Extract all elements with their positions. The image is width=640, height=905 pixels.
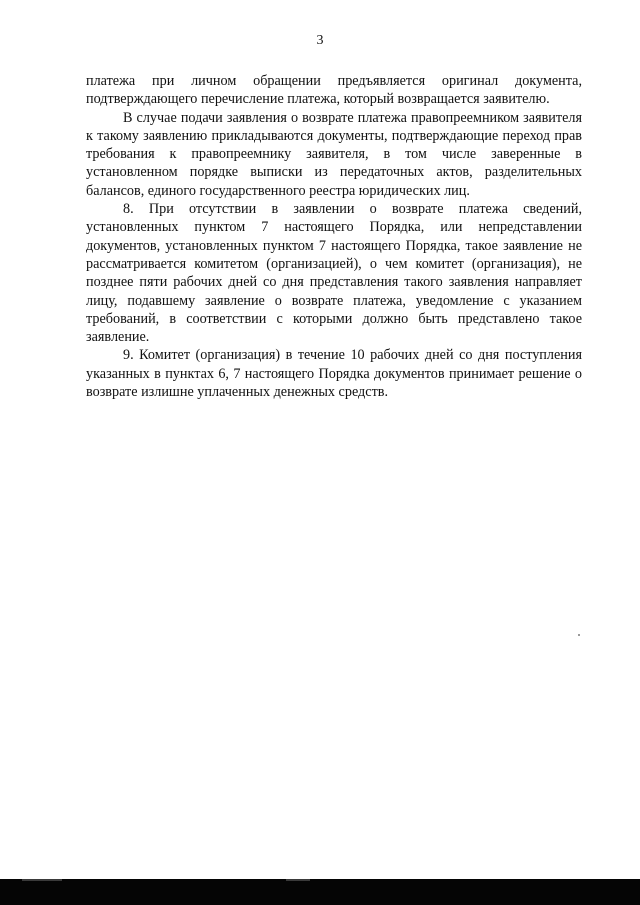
paragraph-continuation: платежа при личном обращении предъявляется оригинал документа, подтверждающего перечисление платежа, который возвращается заявителю. (86, 73, 582, 108)
document-body (86, 72, 582, 401)
page-number: 3 (316, 33, 324, 48)
paragraph-item-8: 8. При отсутствии в заявлении о возврате платежа сведений, установленных пунктом 7 настоящего Порядка, или непредставлении документов, установленных пунктом 7 настоящего Порядка, такое заявление не рассматривается комитетом (организацией), о чем комитет (организация), не позднее пяти рабочих дней со дня представления такого заявления направляет лицу, подавшему заявление о возврате платежа, уведомление с указанием требований, в соответствии с которыми должно быть представлено такое заявление. (86, 201, 582, 346)
scan-bottom-band (0, 879, 640, 905)
paragraph-successor-claim: В случае подачи заявления о возврате платежа правопреемником заявителя к такому заявлению прикладываются документы, подтверждающие переход прав требования к правопреемнику заявителя, в том числе заверенные в установленном порядке выписки из передаточных актов, разделительных балансов, единого государственного реестра юридических лиц. (86, 109, 582, 199)
scan-band-noise (22, 879, 62, 881)
scan-speck (578, 634, 580, 636)
scan-band-noise (286, 879, 310, 881)
paragraph-item-9: 9. Комитет (организация) в течение 10 рабочих дней со дня поступления указанных в пунктах 6, 7 настоящего Порядка документов принимает решение о возврате излишне уплаченных денежных средств. (86, 347, 582, 401)
